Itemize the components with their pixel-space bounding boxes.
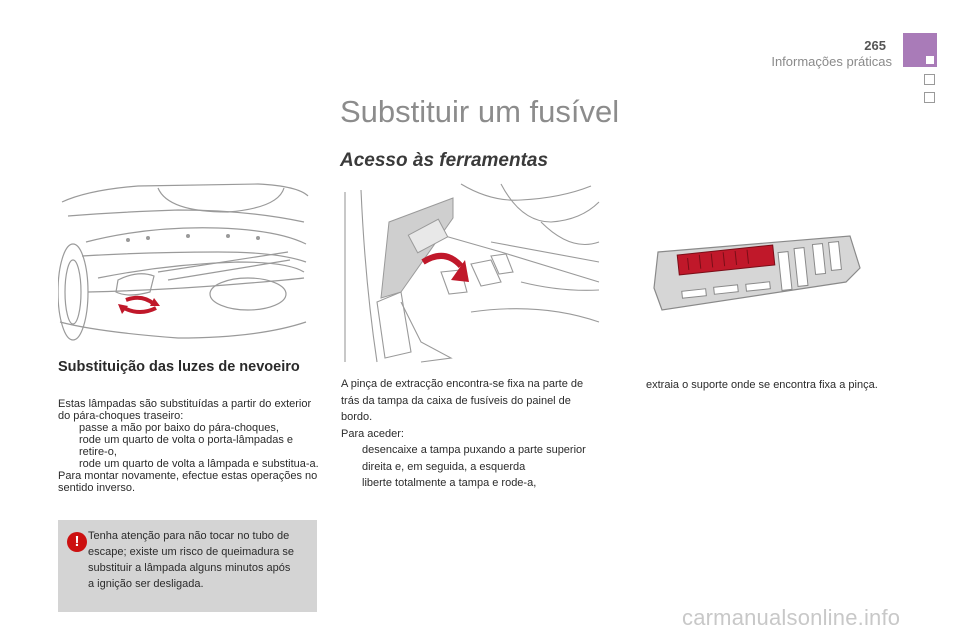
- fog-lamp-outro: Para montar novamente, efectue estas operações no sentido inverso.: [58, 470, 318, 494]
- fog-lamp-intro: Estas lâmpadas são substituídas a partir do exterior do pára-choques traseiro:: [58, 398, 312, 422]
- fog-lamp-instructions: [58, 398, 320, 494]
- warning-exclamation-icon: !: [67, 532, 87, 552]
- section-subtitle: Acesso às ferramentas: [340, 150, 549, 171]
- fog-lamp-step: rode um quarto de volta a lâmpada e substitua-a.: [79, 458, 319, 470]
- section-tab: [924, 74, 935, 85]
- section-name: Informações práticas: [771, 54, 892, 69]
- tool-access-instructions: [341, 376, 601, 492]
- rear-bumper-illustration: [58, 182, 310, 346]
- tool-access-intro: A pinça de extracção encontra-se fixa na parte de trás da tampa da caixa de fusíveis do painel de bordo.: [341, 378, 584, 423]
- section-tab-active: [903, 33, 937, 67]
- fog-lamp-step: rode um quarto de volta o porta-lâmpadas e retire-o,: [79, 434, 294, 458]
- watermark: carmanualsonline.info: [682, 605, 901, 630]
- tool-access-label: Para aceder:: [341, 427, 404, 440]
- fuse-holder-illustration: [650, 232, 862, 312]
- fog-lamp-heading: Substituição das luzes de nevoeiro: [58, 359, 300, 375]
- tool-access-step: liberte totalmente a tampa e rode-a,: [362, 477, 537, 489]
- tool-extract-instructions: [625, 377, 885, 394]
- page-title: Substituir um fusível: [340, 94, 620, 129]
- tool-access-step: desencaixe a tampa puxando a parte superior direita e, em seguida, a esquerda: [362, 444, 586, 473]
- tool-extract-step: extraia o suporte onde se encontra fixa a pinça.: [646, 379, 878, 391]
- page-number: 265: [864, 38, 886, 53]
- warning-box: [58, 520, 317, 612]
- dashboard-fuse-cover-illustration: [341, 182, 601, 367]
- section-tab: [924, 92, 935, 103]
- warning-text: Tenha atenção para não tocar no tubo de escape; existe um risco de queimadura se substituir a lâmpada alguns minutos após a ignição ser desligada.: [88, 530, 295, 590]
- fog-lamp-step: passe a mão por baixo do pára-choques,: [79, 422, 279, 434]
